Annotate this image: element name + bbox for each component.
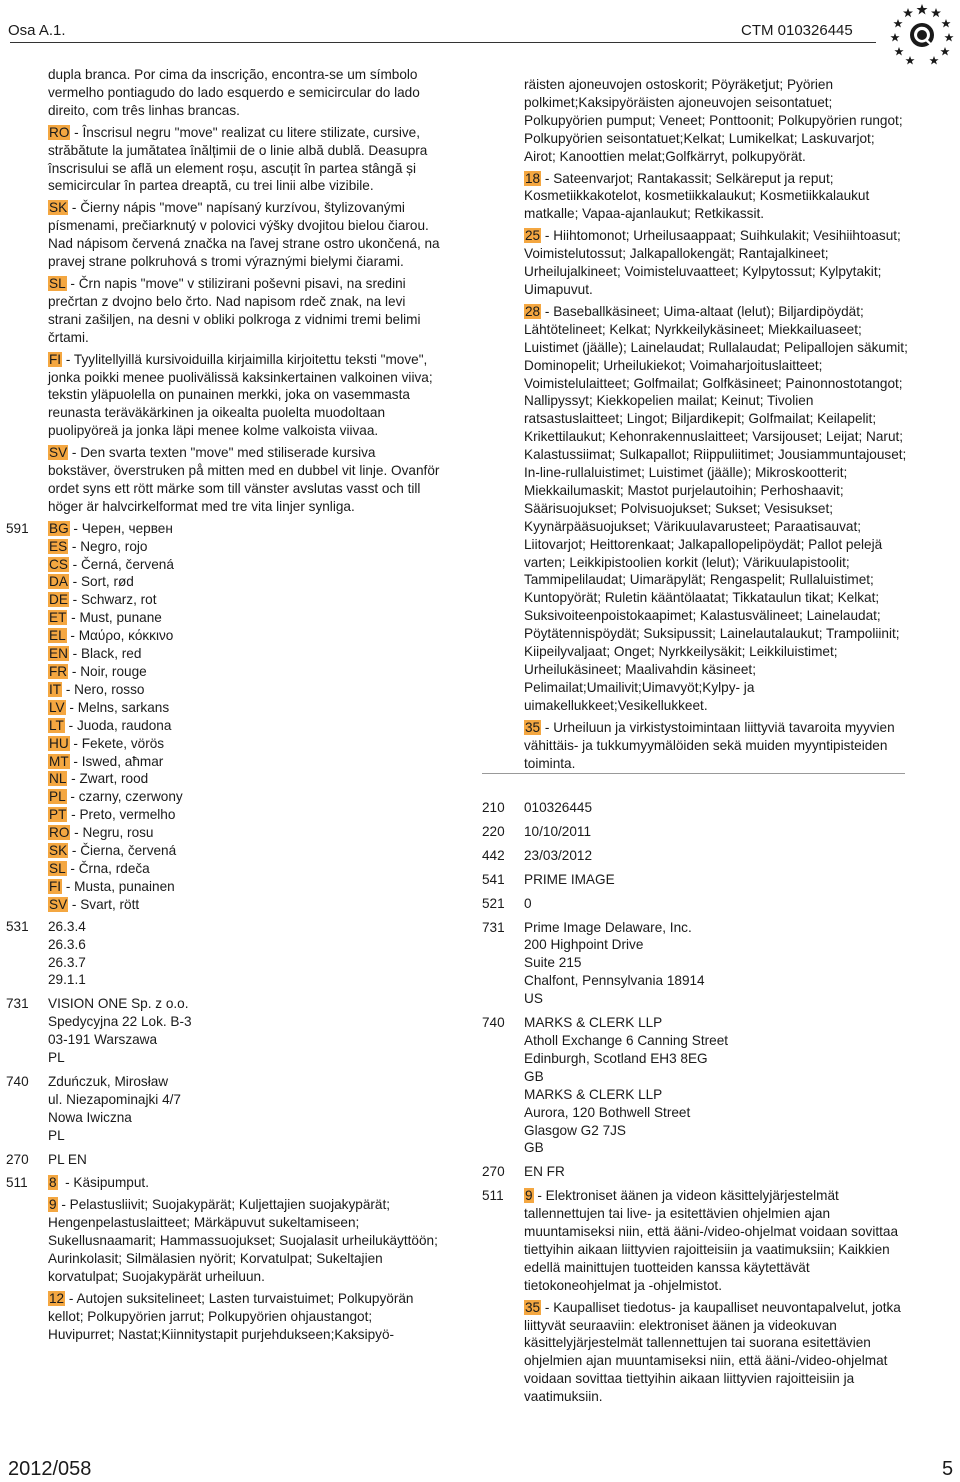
field-270-languages: 270 PL EN [6, 1151, 87, 1167]
color-line: SV - Svart, rött [49, 896, 140, 912]
class-28: 28 - Baseballkäsineet; Uima-altaat (lelut); Biljardipöydät; Lähtötelineet; Kelkat; Nyrkkeilykäsineet; Miekkailuaseet; Luistimet (jäälle); Lainelaudat; Rullalaudat; Pelipallojen säkumit; Dominopelit; Urheilukiekot; Voimaharjoituslaitteet; Voimistelulaitteet; Golfmailat; Golfkäsineet; Painonnostotangot; Nallipyssyt; Kiekkopelien mailat; Keinut; Tivolien ratsastuslaitteet; Lingot; Biljardikepit; Golfmailat; Keilapelit; Krikettilaukut; Kehonrakennuslaitteet; Varsijouset; Leijat; Narut; Kalastussiimat; Sulkapallot; Riippuliitimet; Jousiammuntajouset; In-line-rullaluistimet; Luistimet (jäälle); Mikroskootterit; Miekkailumaskit; Mastot purjelautoihin; Perhoshaavit; Säärisuojukset; Polvisuojukset; Sukset; Vesisukset; Kyynärpääsuojukset; Värikuulavarusteet; Paraatisauvat; Liitovarjot; Heittorenkaat; Jalkapallopelipöydät; Pallot pelejä varten; Leikkipistoolien korkit (lelut); Värikuulapistoolit; Tammipelilaudat; Uimaräpylät; Rengaspelit; Rullaluistimet; Kuntopyörät; Ruletin kääntölaatat; Tikkataulun tikat; Kelkat; Suksivoiteenpoistokaapimet; Kalastusvälineet; Lainelaudat; Pöytätennispöydät; Suksipussit; Lainelautalaukut; Trampoliinit; Kiipeilyvaljaat; Onget; Nyrkkeilysäkit; Leikkiluistimet; Urheilukäsineet; Maalivahdin käsineet; Pelimailat;Umailivit;Uimavyöt;Kylpy- ja uimakellukkeet;Vesikellukkeet. [524, 303, 908, 713]
class-9-right: 9 - Elektroniset äänen ja videon käsittelyjärjestelmät tallennettujen tai live- ja esitettävien ohjelmien ajan muuntamiseksi niin, että ääni-/video-ohjelmat voidaan sovittaa tiettyihin aikaan liittyvien rajoitteisiin ja vaatimuksiin; Kaikkien edellä mainittujen tuotteiden kanssa käytettävät tietokoneohjelmat ja -ohjelmistot. [524, 1188, 899, 1293]
color-line: ET - Must, punane [49, 610, 162, 626]
sk-description: SK - Čierny nápis "move" napísaný kurzívou, štylizovanými písmenami, prečiarknutý v polovici výšky dvojitou bielou čiarou. Nad nápisom červená značka na ľavej strane ostro ukončená, na pravej strane polkruhová s tromi výraznými bielymi čiarami. [48, 200, 440, 270]
right-column-top [524, 76, 908, 776]
class-12: 12 - Autojen suksitelineet; Lasten turvaistuimet; Polkupyörän kellot; Polkupyörien jarrut; Polkupyörien ohjaustangot; Huvipurret; Nastat;Kiinnitystapit purjehdukseen;Kaksipyö- [48, 1290, 414, 1342]
field-number-591: 591 [6, 520, 29, 536]
field-number-740: 740 [6, 1073, 29, 1089]
class-8: 8 - Käsipumput. [49, 1175, 149, 1191]
fi-description: FI - Tyylitellyillä kursivoiduilla kirjaimilla kirjoitettu teksti "move", jonka poikki menee puolivälissä kaksinkertainen valkoinen viiva; tekstin yläpuolella on punainen merkki, joka on vasemmasta reunasta teräväkärkinen ja oikealta puolelta muodoltaan puolipyöreä ja jonka läpi menee kolme valkoista viivaa. [48, 351, 433, 439]
field-number-511: 511 [6, 1175, 28, 1191]
class-9: 9 - Pelastusliivit; Suojakypärät; Kuljettajien suojakypärät; Hengenpelastuslaitteet; Märkäpuvut sukeltamiseen; Sukellusnaamarit; Hammassuojukset; Suojalasit urheilukäyttöön; Aurinkolasit; Silmälasien nyörit; Korvatulpat; Sukeltajien korvatulpat; Suojakypärät urheiluun. [48, 1197, 438, 1284]
field-number-531: 531 [6, 918, 29, 934]
color-line: BG - Черен, червен [49, 520, 173, 536]
header-rule [10, 42, 876, 43]
color-line: DE - Schwarz, rot [49, 592, 157, 608]
ro-code: RO [49, 124, 70, 140]
field-541: 541 PRIME IMAGE [482, 871, 615, 887]
left-column [6, 66, 440, 1348]
color-line: CS - Černá, červená [49, 556, 174, 572]
class-12-continued: räisten ajoneuvojen ostoskorit; Pöyräketjut; Pyörien polkimet;Kaksipyöräisten ajoneuvojen seisontatuet; Polkupyörien pumput; Veneet; Ponttoonit; Polkupyörien rungot; Polkupyörien seisontatuet;Kelkat; Lumikelkat; Laskuvarjot; Airot; Kanoottien melat;Golfkärryt, polkupyörät. [524, 77, 903, 164]
color-line: LT - Juoda, raudona [49, 717, 172, 733]
field-731-owner: 731 VISION ONE Sp. z o.o. Spedycyjna 22 Lok. B-3 03-191 Warszawa PL [6, 996, 192, 1066]
color-line: HU - Fekete, vörös [49, 735, 165, 751]
ctm-number: CTM 010326445 [741, 22, 853, 39]
bulletin-issue: 2012/058 [8, 1458, 92, 1480]
color-line: EN - Black, red [49, 646, 142, 662]
color-line: EL - Μαύρο, κόκκινο [49, 628, 174, 644]
color-line: DA - Sort, rød [49, 574, 134, 590]
color-line: SK - Čierna, červená [49, 843, 177, 859]
field-270: 270 EN FR [482, 1164, 565, 1180]
color-line: PT - Preto, vermelho [49, 807, 176, 823]
page-number: 5 [942, 1458, 954, 1480]
field-531-vienna-codes: 531 26.3.4 26.3.6 26.3.7 29.1.1 [6, 918, 86, 988]
field-740: 740 MARKS & CLERK LLP Atholl Exchange 6 Canning Street Edinburgh, Scotland EH3 8EG GB MARKS & CLERK LLP Aurora, 120 Bothwell Street Glasgow G2 7JS GB [482, 1015, 729, 1156]
sv-code: SV [49, 445, 68, 461]
class-35-right: 35 - Kaupalliset tiedotus- ja kaupalliset neuvontapalvelut, jotka liittyvät seuraaviin: elektroniset äänen ja videokuvan käsittelyjärjestelmät tallennettujen tai suorana esitettävien ohjelmien ajan muuntamiseksi niin, että ääni-/video-ohjelmat voidaan sovittaa tiettyihin aikaan liittyvien rajoitteisiin ja vaatimuksiin. [524, 1299, 901, 1405]
sk-code: SK [49, 200, 68, 216]
color-line: NL - Zwart, rood [49, 771, 149, 787]
color-line: RO - Negru, rosu [49, 825, 154, 841]
field-731: 731 Prime Image Delaware, Inc. 200 Highpoint Drive Suite 215 Chalfont, Pennsylvania 18914 US [482, 919, 705, 1007]
intro-text: dupla branca. Por cima da inscrição, encontra-se um símbolo vermelho pontiagudo do lado esquerdo e semicircular do lado direito, com três linhas brancas. [48, 67, 420, 118]
field-591-colors [6, 520, 440, 914]
field-511 [482, 1187, 908, 1406]
color-line: FI - Musta, punainen [49, 878, 175, 894]
color-line: SL - Črna, rdeča [49, 860, 150, 876]
field-740-representative: 740 Zduńczuk, Mirosław ul. Niezapominajki 4/7 Nowa Iwiczna PL [6, 1073, 181, 1143]
color-line: ES - Negro, rojo [49, 538, 148, 554]
page-section-label: Osa A.1. [8, 22, 66, 39]
field-number-270: 270 [6, 1151, 29, 1167]
field-511-goods [6, 1174, 440, 1343]
color-line: IT - Nero, rosso [49, 681, 145, 697]
sl-description: SL - Črn napis "move" v stilizirani poševni pisavi, na sredini prečrtan z dvojno belo črto. Nad napisom rdeč znak, na levi strani zašiljen, na desni v obliki polkroga z vidnimi tremi belimi črtami. [48, 275, 421, 345]
field-442: 442 23/03/2012 [482, 847, 593, 863]
entry-separator [482, 773, 905, 774]
color-line: PL - czarny, czerwony [49, 789, 183, 805]
field-number-511-right: 511 [482, 1188, 504, 1204]
ro-description: RO - Înscrisul negru "move" realizat cu litere stilizate, cursive, străbătute la jumătatea înălțimii de o linie albă dublă. Deasupra înscrisului se află un element roșu, ascuțit în partea stângă și semicircular în partea dreaptă, cu trei linii albe vizibile. [48, 124, 428, 194]
sl-code: SL [49, 275, 66, 291]
field-220: 220 10/10/2011 [482, 823, 592, 839]
eu-stars-logo-icon [890, 2, 954, 66]
field-number-731: 731 [6, 996, 29, 1012]
color-line: FR - Noir, rouge [49, 664, 147, 679]
color-line: LV - Melns, sarkans [49, 699, 170, 715]
right-column-bottom [482, 799, 908, 1410]
field-210: 210 010326445 [482, 800, 593, 815]
color-line: MT - Iswed, aħmar [49, 753, 164, 769]
class-35: 35 - Urheiluun ja virkistystoimintaan liittyviä tavaroita myyvien vähittäis- ja tukkumyymälöiden sekä muiden myyntipisteiden toiminta. [524, 719, 895, 771]
class-25: 25 - Hiihtomonot; Urheilusaappaat; Suihkulakit; Vesihiihtoasut; Voimistelutossut; Jalkapallokengät; Rantajalkineet; Urheilujalkineet; Voimisteluvaatteet; Kylpytossut; Kylpytakit; Uimapuvut. [524, 228, 901, 297]
fi-code: FI [49, 351, 62, 367]
class-18: 18 - Sateenvarjot; Rantakassit; Selkäreput ja reput; Kosmetiikkakotelot, kosmetiikkalaukut; Kosmetiikkalaukut matkalle; Vapaa-ajanlaukut; Retkikassit. [524, 170, 870, 222]
field-521: 521 0 [482, 895, 532, 911]
sv-description: SV - Den svarta texten "move" med stiliserade kursiva bokstäver, överstruken på mitten med en dubbel vit linje. Ovanför ordet syns ett rött märke som till vänster avslutas vasst och till höger är halvcirkelformat med tre vita linjer synliga. [48, 445, 440, 514]
